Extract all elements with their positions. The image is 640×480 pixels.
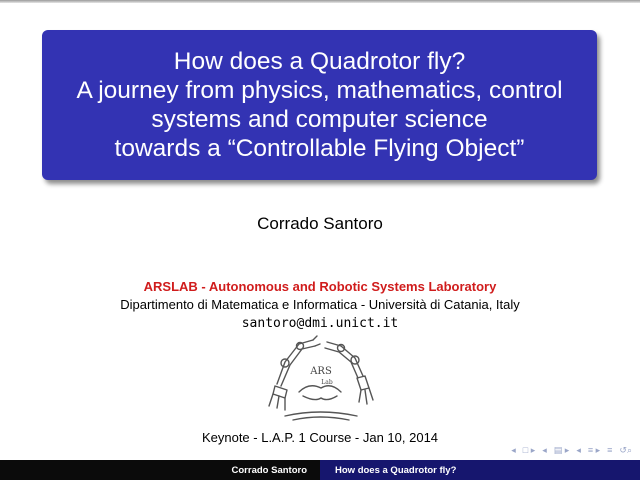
top-rule (0, 0, 640, 3)
event-info: Keynote - L.A.P. 1 Course - Jan 10, 2014 (201, 430, 439, 445)
beamer-navigation (511, 443, 632, 457)
arslab-logo (265, 332, 375, 424)
author-name: Corrado Santoro (257, 214, 383, 233)
logo-text: ARS (310, 366, 332, 377)
department: Dipartimento di Matematica e Informatica - Università di Catania, Italy (120, 297, 520, 312)
footer-author: Corrado Santoro (0, 460, 320, 480)
frame-prev-icon[interactable]: ◂ (511, 445, 516, 455)
section-next-icon[interactable]: ≡ ▸ (587, 445, 601, 455)
footer-bar (0, 460, 640, 480)
slide-title: How does a Quadrotor fly? A journey from physics, mathematics, control systems and computer science towards a “Controllable Flying Object” (76, 48, 563, 162)
title-box (42, 30, 597, 180)
frame-next-icon[interactable]: □ ▸ (522, 445, 536, 455)
lab-name: ARSLAB - Autonomous and Robotic Systems Laboratory (143, 279, 497, 294)
section-prev-icon[interactable]: ◂ (576, 445, 581, 455)
logo-subtext: Lab (321, 379, 333, 386)
subsection-next-icon[interactable]: ▤ ▸ (553, 445, 570, 455)
subsection-prev-icon[interactable]: ◂ (542, 445, 547, 455)
email-address: santoro@dmi.unict.it (241, 316, 399, 331)
align-icon[interactable]: ≡ (607, 445, 613, 455)
search-icon[interactable]: ↺⌕ (619, 445, 632, 455)
footer-title: How does a Quadrotor fly? (320, 460, 640, 480)
